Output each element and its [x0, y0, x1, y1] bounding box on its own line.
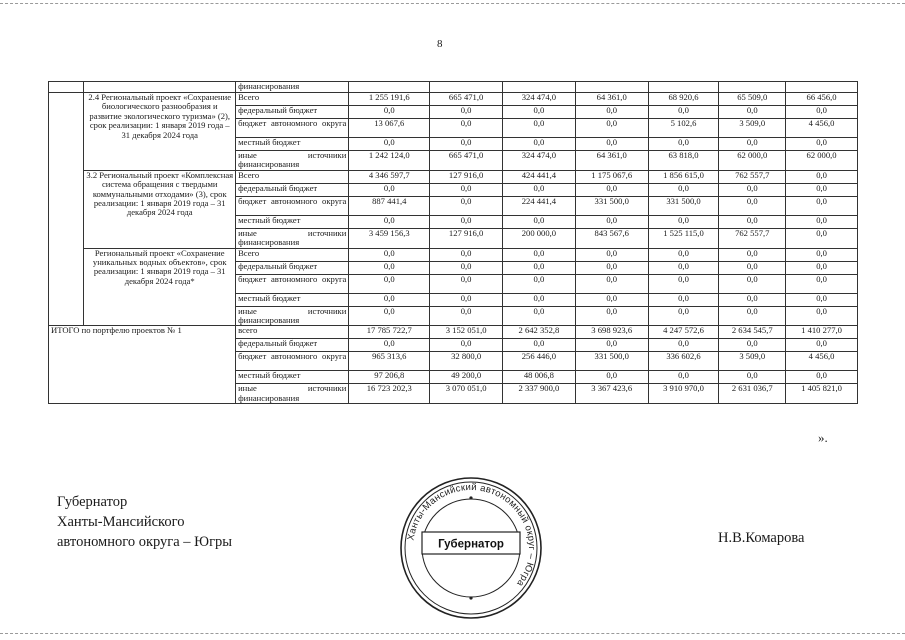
value-cell: 0,0: [786, 183, 858, 196]
value-cell: 0,0: [648, 261, 719, 274]
value-cell: 0,0: [503, 261, 576, 274]
value-cell: 0,0: [349, 138, 430, 151]
value-cell: 0,0: [503, 138, 576, 151]
value-cell: 0,0: [786, 248, 858, 261]
value-cell: 3 459 156,3: [349, 228, 430, 248]
value-cell: 127 916,0: [430, 170, 503, 183]
value-cell: 32 800,0: [430, 352, 503, 371]
value-cell: 0,0: [575, 138, 648, 151]
value-cell: 0,0: [430, 119, 503, 138]
value-cell: 3 509,0: [719, 119, 786, 138]
value-cell: 1 255 191,6: [349, 93, 430, 106]
value-cell: 0,0: [503, 183, 576, 196]
value-cell: 2 634 545,7: [719, 326, 786, 339]
value-cell: 62 000,0: [719, 151, 786, 171]
value-cell: 0,0: [503, 339, 576, 352]
value-cell: 3 070 051,0: [430, 384, 503, 404]
source-label-cell: местный бюджет: [236, 371, 349, 384]
value-cell: 0,0: [575, 106, 648, 119]
value-cell: 0,0: [503, 306, 576, 326]
value-cell: 0,0: [719, 248, 786, 261]
value-cell: 0,0: [719, 106, 786, 119]
value-cell: 0,0: [430, 215, 503, 228]
value-cell: 0,0: [648, 306, 719, 326]
project-name-cell: 3.2 Региональный проект «Комплексная система обращения с твердыми коммунальными отходами» (3), срок реализации: 1 января 2019 года – 31 декабря 2024 года: [84, 170, 236, 248]
row-group-cell: [49, 93, 84, 326]
value-cell: 0,0: [719, 274, 786, 293]
value-cell: 336 602,6: [648, 352, 719, 371]
value-cell: 0,0: [430, 306, 503, 326]
value-cell: 0,0: [575, 306, 648, 326]
table-row: [49, 93, 858, 106]
value-cell: 0,0: [503, 106, 576, 119]
row-group-cell: [49, 82, 84, 93]
source-label-cell: Всего: [236, 93, 349, 106]
value-cell: 0,0: [648, 215, 719, 228]
value-cell: [349, 82, 430, 93]
value-cell: 762 557,7: [719, 228, 786, 248]
value-cell: 665 471,0: [430, 93, 503, 106]
value-cell: 331 500,0: [575, 196, 648, 215]
value-cell: 4 456,0: [786, 352, 858, 371]
source-label-cell: иные источники финансирования: [236, 306, 349, 326]
value-cell: 0,0: [648, 183, 719, 196]
source-label-cell: бюджет автономного округа: [236, 274, 349, 293]
value-cell: 0,0: [430, 248, 503, 261]
value-cell: [575, 82, 648, 93]
value-cell: 49 200,0: [430, 371, 503, 384]
value-cell: 0,0: [503, 119, 576, 138]
value-cell: 0,0: [786, 138, 858, 151]
value-cell: 0,0: [575, 293, 648, 306]
value-cell: 0,0: [786, 371, 858, 384]
source-label-cell: федеральный бюджет: [236, 183, 349, 196]
value-cell: 0,0: [719, 138, 786, 151]
value-cell: 1 242 124,0: [349, 151, 430, 171]
value-cell: 5 102,6: [648, 119, 719, 138]
value-cell: 13 067,6: [349, 119, 430, 138]
value-cell: 0,0: [349, 306, 430, 326]
value-cell: 0,0: [430, 196, 503, 215]
source-label-cell: иные источники финансирования: [236, 151, 349, 171]
value-cell: 63 818,0: [648, 151, 719, 171]
value-cell: 3 367 423,6: [575, 384, 648, 404]
source-label-cell: иные источники финансирования: [236, 228, 349, 248]
table-row: [49, 326, 858, 339]
value-cell: 0,0: [349, 183, 430, 196]
value-cell: 65 509,0: [719, 93, 786, 106]
value-cell: 0,0: [575, 371, 648, 384]
value-cell: 4 456,0: [786, 119, 858, 138]
value-cell: 256 446,0: [503, 352, 576, 371]
value-cell: 0,0: [349, 339, 430, 352]
value-cell: 424 441,4: [503, 170, 576, 183]
value-cell: 1 525 115,0: [648, 228, 719, 248]
value-cell: 331 500,0: [648, 196, 719, 215]
value-cell: 0,0: [575, 183, 648, 196]
value-cell: 0,0: [349, 248, 430, 261]
page-number: 8: [437, 38, 443, 50]
value-cell: 0,0: [786, 274, 858, 293]
value-cell: 2 337 900,0: [503, 384, 576, 404]
source-label-cell: бюджет автономного округа: [236, 352, 349, 371]
value-cell: 0,0: [786, 339, 858, 352]
value-cell: 4 247 572,6: [648, 326, 719, 339]
value-cell: 64 361,0: [575, 93, 648, 106]
value-cell: 200 000,0: [503, 228, 576, 248]
value-cell: 843 567,6: [575, 228, 648, 248]
source-label-cell: местный бюджет: [236, 215, 349, 228]
value-cell: 0,0: [575, 119, 648, 138]
value-cell: 0,0: [786, 228, 858, 248]
value-cell: [719, 82, 786, 93]
total-label-cell: ИТОГО по портфелю проектов № 1: [49, 326, 236, 404]
value-cell: 3 698 923,6: [575, 326, 648, 339]
seal-ring-text: Ханты-Мансийский автономный округ – Югра: [405, 481, 538, 589]
project-name-cell: Региональный проект «Сохранение уникальных водных объектов», срок реализации: 1 января 2019 года – 31 декабря 2024 года*: [84, 248, 236, 326]
value-cell: 665 471,0: [430, 151, 503, 171]
source-label-cell: всего: [236, 326, 349, 339]
value-cell: 0,0: [503, 293, 576, 306]
source-label-cell: Всего: [236, 170, 349, 183]
project-name-cell: [84, 82, 236, 93]
value-cell: 2 631 036,7: [719, 384, 786, 404]
value-cell: 0,0: [719, 215, 786, 228]
value-cell: 3 910 970,0: [648, 384, 719, 404]
value-cell: 0,0: [719, 371, 786, 384]
value-cell: 1 410 277,0: [786, 326, 858, 339]
value-cell: 0,0: [430, 138, 503, 151]
source-label-cell: федеральный бюджет: [236, 339, 349, 352]
signature-title: Губернатор: [57, 494, 128, 510]
value-cell: [503, 82, 576, 93]
value-cell: 0,0: [349, 293, 430, 306]
value-cell: 127 916,0: [430, 228, 503, 248]
table-row: [49, 82, 858, 93]
value-cell: 0,0: [430, 106, 503, 119]
bottom-scan-edge: [0, 633, 905, 634]
value-cell: 0,0: [648, 248, 719, 261]
source-label-cell: иные источники финансирования: [236, 384, 349, 404]
value-cell: 0,0: [575, 215, 648, 228]
value-cell: 0,0: [503, 215, 576, 228]
value-cell: 16 723 202,3: [349, 384, 430, 404]
value-cell: 0,0: [349, 261, 430, 274]
value-cell: 0,0: [719, 306, 786, 326]
source-label-cell: федеральный бюджет: [236, 106, 349, 119]
value-cell: 0,0: [648, 339, 719, 352]
value-cell: 0,0: [575, 248, 648, 261]
value-cell: 0,0: [430, 339, 503, 352]
value-cell: 0,0: [575, 339, 648, 352]
value-cell: 0,0: [719, 196, 786, 215]
source-label-cell: финансирования: [236, 82, 349, 93]
value-cell: 0,0: [719, 183, 786, 196]
value-cell: 4 346 597,7: [349, 170, 430, 183]
value-cell: 0,0: [648, 106, 719, 119]
value-cell: 0,0: [719, 339, 786, 352]
value-cell: 0,0: [575, 274, 648, 293]
value-cell: 3 152 051,0: [430, 326, 503, 339]
value-cell: [648, 82, 719, 93]
source-label-cell: местный бюджет: [236, 293, 349, 306]
source-label-cell: федеральный бюджет: [236, 261, 349, 274]
project-name-cell: 2.4 Региональный проект «Сохранение биологического разнообразия и развитие экологического туризма» (2), срок реализации: 1 января 2019 года – 31 декабря 2024 года: [84, 93, 236, 171]
value-cell: 0,0: [430, 293, 503, 306]
signature-region: Ханты-Мансийского: [57, 514, 185, 530]
value-cell: 0,0: [719, 261, 786, 274]
value-cell: 1 405 821,0: [786, 384, 858, 404]
source-label-cell: бюджет автономного округа: [236, 196, 349, 215]
value-cell: 0,0: [786, 261, 858, 274]
value-cell: 331 500,0: [575, 352, 648, 371]
value-cell: 0,0: [648, 138, 719, 151]
value-cell: 62 000,0: [786, 151, 858, 171]
value-cell: 762 557,7: [719, 170, 786, 183]
closing-quote: ».: [818, 430, 828, 445]
value-cell: [430, 82, 503, 93]
value-cell: 97 206,8: [349, 371, 430, 384]
table-row: [49, 170, 858, 183]
value-cell: 0,0: [648, 371, 719, 384]
value-cell: 0,0: [648, 274, 719, 293]
value-cell: 0,0: [430, 261, 503, 274]
financing-table: [48, 81, 858, 404]
value-cell: [786, 82, 858, 93]
value-cell: 2 642 352,8: [503, 326, 576, 339]
value-cell: 0,0: [575, 261, 648, 274]
value-cell: 1 856 615,0: [648, 170, 719, 183]
value-cell: 0,0: [349, 215, 430, 228]
value-cell: 0,0: [648, 293, 719, 306]
value-cell: 965 313,6: [349, 352, 430, 371]
top-scan-edge: [0, 3, 905, 4]
value-cell: 3 509,0: [719, 352, 786, 371]
value-cell: 224 441,4: [503, 196, 576, 215]
source-label-cell: Всего: [236, 248, 349, 261]
value-cell: 0,0: [786, 215, 858, 228]
value-cell: 0,0: [786, 306, 858, 326]
source-label-cell: бюджет автономного округа: [236, 119, 349, 138]
value-cell: 324 474,0: [503, 151, 576, 171]
signer-name: Н.В.Комарова: [718, 530, 805, 546]
value-cell: 0,0: [430, 183, 503, 196]
value-cell: 0,0: [349, 274, 430, 293]
official-seal: [397, 474, 545, 622]
value-cell: 0,0: [503, 274, 576, 293]
value-cell: 64 361,0: [575, 151, 648, 171]
value-cell: 1 175 067,6: [575, 170, 648, 183]
value-cell: 0,0: [786, 196, 858, 215]
value-cell: 0,0: [786, 106, 858, 119]
value-cell: 68 920,6: [648, 93, 719, 106]
value-cell: 17 785 722,7: [349, 326, 430, 339]
value-cell: 0,0: [786, 170, 858, 183]
value-cell: 0,0: [430, 274, 503, 293]
value-cell: 48 006,8: [503, 371, 576, 384]
value-cell: 0,0: [503, 248, 576, 261]
value-cell: 66 456,0: [786, 93, 858, 106]
value-cell: 324 474,0: [503, 93, 576, 106]
value-cell: 0,0: [349, 106, 430, 119]
source-label-cell: местный бюджет: [236, 138, 349, 151]
value-cell: 887 441,4: [349, 196, 430, 215]
signature-region-2: автономного округа – Югры: [57, 534, 233, 550]
table-row: [49, 248, 858, 261]
signature-block: [57, 492, 232, 552]
seal-center-text: Губернатор: [438, 538, 504, 551]
value-cell: 0,0: [786, 293, 858, 306]
value-cell: 0,0: [719, 293, 786, 306]
